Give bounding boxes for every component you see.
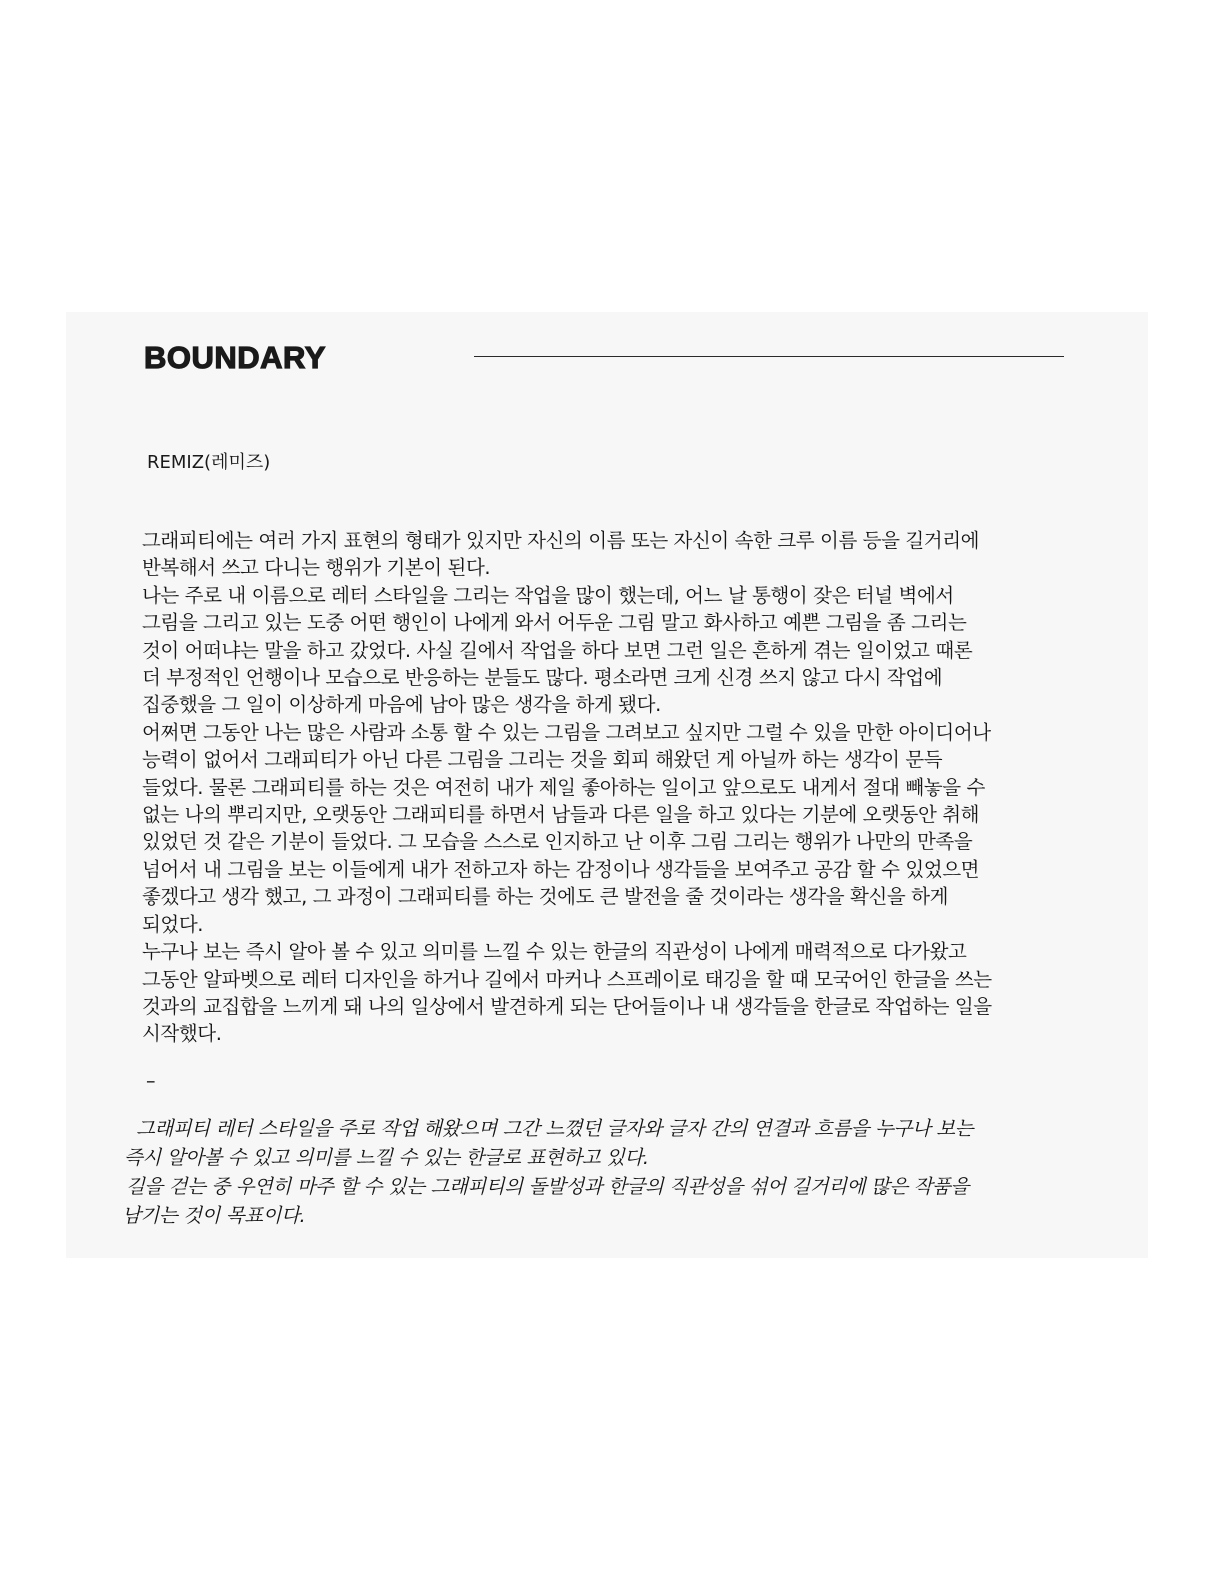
section-separator: –	[146, 1070, 156, 1092]
document-title: BOUNDARY	[144, 340, 326, 375]
body-line: 집중했을 그 일이 이상하게 마음에 남아 많은 생각을 하게 됐다.	[142, 693, 661, 717]
body-line: 그동안 알파벳으로 레터 디자인을 하거나 길에서 마커나 스프레이로 태깅을 할 때 모국어인 한글을 쓰는	[142, 967, 992, 991]
body-line: 있었던 것 같은 기분이 들었다. 그 모습을 스스로 인지하고 난 이후 그림 그리는 행위가 나만의 만족을	[142, 830, 973, 854]
body-line: 없는 나의 뿌리지만, 오랫동안 그래피티를 하면서 남들과 다른 일을 하고 있다는 기분에 오랫동안 취해	[142, 803, 980, 827]
body-line: 그래피티에는 여러 가지 표현의 형태가 있지만 자신의 이름 또는 자신이 속한 크루 이름 등을 길거리에	[142, 529, 980, 552]
body-line: 어쩌면 그동안 나는 많은 사람과 소통 할 수 있는 그림을 그려보고 싶지만 그럴 수 있을 만한 아이디어나	[142, 720, 991, 744]
body-line: 되었다.	[142, 912, 204, 936]
statement-line: 즉시 알아볼 수 있고 의미를 느낄 수 있는 한글로 표현하고 있다.	[124, 1146, 649, 1169]
body-paragraph	[142, 527, 1102, 1048]
title-divider-line	[474, 356, 1064, 357]
statement-line: 길을 걷는 중 우연히 마주 할 수 있는 그래피티의 돌발성과 한글의 직관성을 섞어 길거리에 많은 작품을	[126, 1175, 969, 1198]
body-line: 좋겠다고 생각 했고, 그 과정이 그래피티를 하는 것에도 큰 발전을 줄 것이라는 생각을 확신을 하게	[142, 885, 949, 909]
body-line: 반복해서 쓰고 다니는 행위가 기본이 된다.	[142, 556, 491, 580]
artist-statement	[122, 1114, 1102, 1230]
body-line: 것이 어떠냐는 말을 하고 갔었다. 사실 길에서 작업을 하다 보면 그런 일은 흔하게 겪는 일이었고 때론	[142, 638, 973, 662]
body-line: 나는 주로 내 이름으로 레터 스타일을 그리는 작업을 많이 했는데, 어느 날 통행이 잦은 터널 벽에서	[142, 583, 954, 607]
body-line: 누구나 보는 즉시 알아 볼 수 있고 의미를 느낄 수 있는 한글의 직관성이 나에게 매력적으로 다가왔고	[142, 940, 967, 964]
body-line: 시작했다.	[142, 1022, 222, 1046]
body-line: 넘어서 내 그림을 보는 이들에게 내가 전하고자 하는 감정이나 생각들을 보여주고 공감 할 수 있었으면	[142, 857, 980, 881]
body-line: 것과의 교집합을 느끼게 돼 나의 일상에서 발견하게 되는 단어들이나 내 생각들을 한글로 작업하는 일을	[142, 994, 992, 1018]
body-line: 더 부정적인 언행이나 모습으로 반응하는 분들도 많다. 평소라면 크게 신경 쓰지 않고 다시 작업에	[142, 666, 943, 690]
artist-name: REMIZ(레미즈)	[147, 452, 271, 473]
body-line: 능력이 없어서 그래피티가 아닌 다른 그림을 그리는 것을 회피 해왔던 게 아닐까 하는 생각이 문득	[142, 748, 943, 772]
body-line: 그림을 그리고 있는 도중 어떤 행인이 나에게 와서 어두운 그림 말고 화사하고 예쁜 그림을 좀 그리는	[142, 611, 967, 635]
body-line: 들었다. 물론 그래피티를 하는 것은 여전히 내가 제일 좋아하는 일이고 앞으로도 내게서 절대 빼놓을 수	[142, 775, 985, 799]
statement-line: 남기는 것이 목표이다.	[122, 1204, 306, 1227]
statement-line: 그래피티 레터 스타일을 주로 작업 해왔으며 그간 느꼈던 글자와 글자 간의 연결과 흐름을 누구나 보는	[136, 1117, 974, 1140]
